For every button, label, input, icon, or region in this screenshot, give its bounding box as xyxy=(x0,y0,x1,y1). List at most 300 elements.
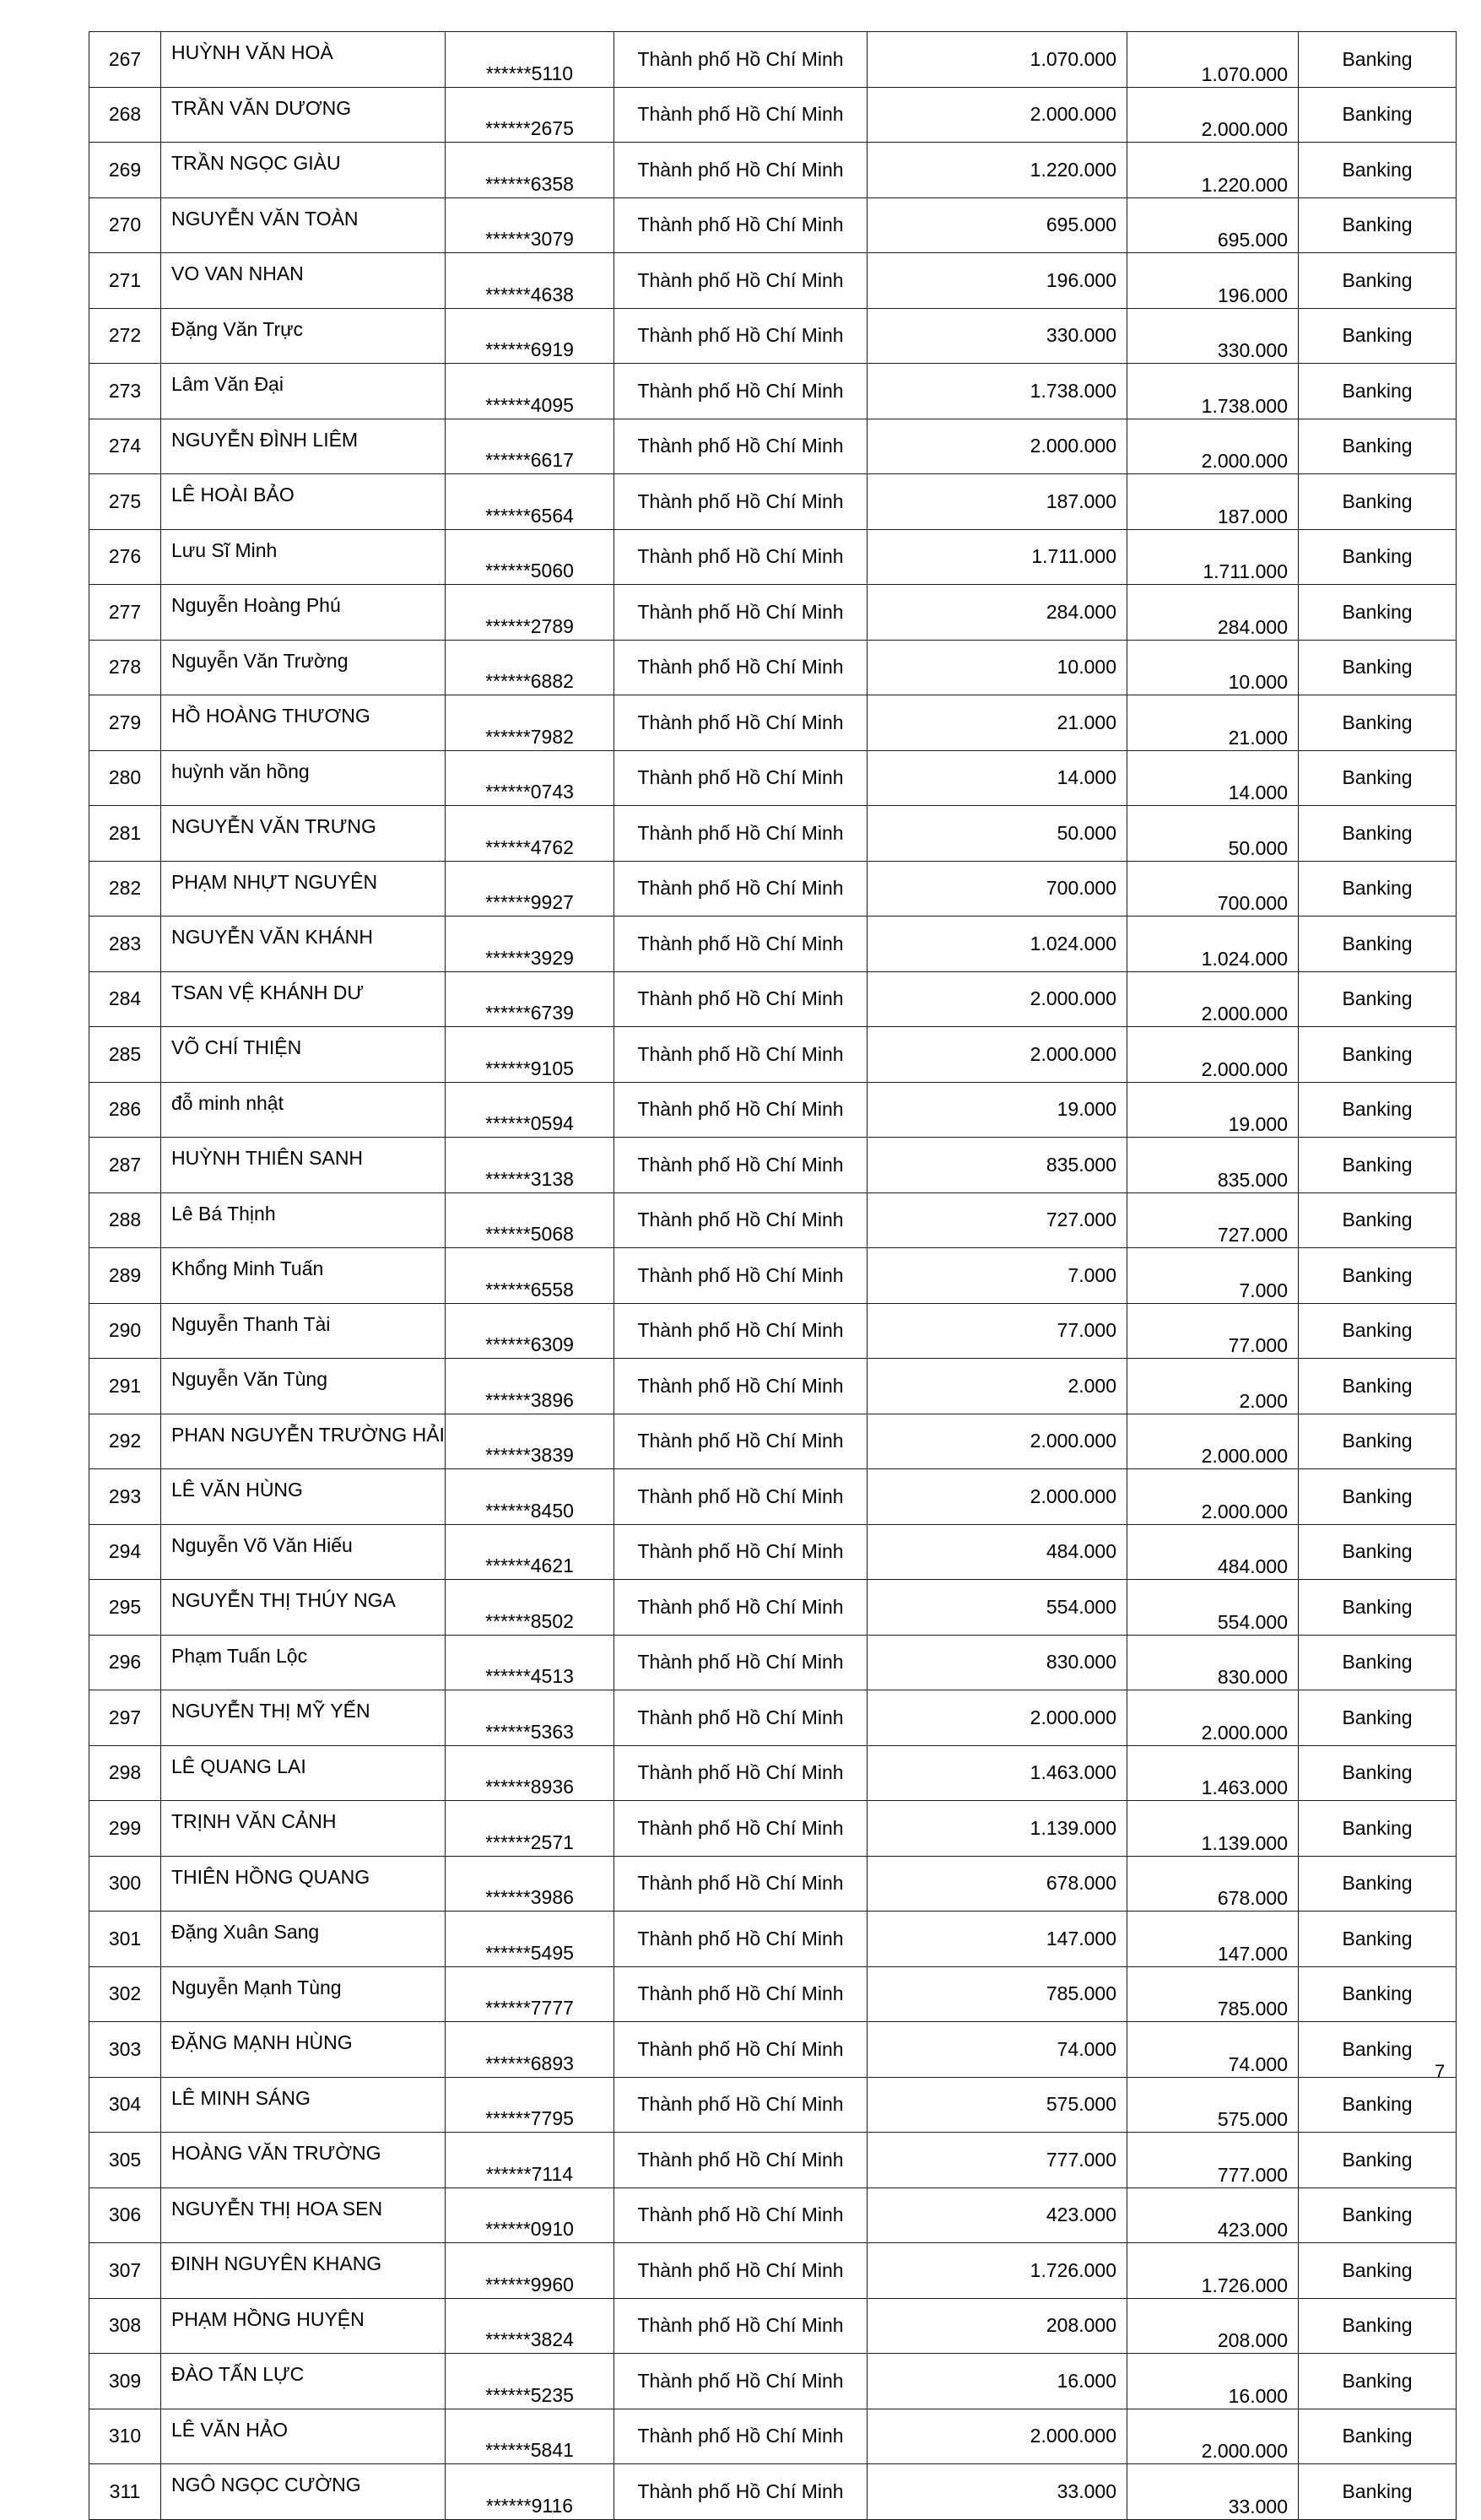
row-number-cell: 269 xyxy=(89,143,161,198)
city-cell: Thành phố Hồ Chí Minh xyxy=(614,2464,868,2520)
account-number-cell: ******4762 xyxy=(446,806,614,862)
city-cell: Thành phố Hồ Chí Minh xyxy=(614,750,868,806)
table-row xyxy=(89,197,1457,253)
donor-name-cell: NGUYỄN THỊ HOA SEN xyxy=(161,2187,446,2243)
city-cell: Thành phố Hồ Chí Minh xyxy=(614,1635,868,1690)
donor-name-cell: Đặng Văn Trực xyxy=(161,308,446,364)
donor-name-cell: Lê Bá Thịnh xyxy=(161,1192,446,1248)
city-cell: Thành phố Hồ Chí Minh xyxy=(614,2409,868,2464)
table-row xyxy=(89,308,1457,364)
city-cell: Thành phố Hồ Chí Minh xyxy=(614,695,868,751)
donor-name-cell: LÊ VĂN HẢO xyxy=(161,2409,446,2464)
table-row xyxy=(89,1580,1457,1636)
account-number-cell: ******3839 xyxy=(446,1414,614,1469)
account-number-cell: ******3079 xyxy=(446,197,614,253)
received-amount-cell: 330.000 xyxy=(1127,308,1299,364)
amount-cell: 2.000.000 xyxy=(868,1469,1127,1525)
payment-method-cell: Banking xyxy=(1299,1635,1457,1690)
payment-method-cell: Banking xyxy=(1299,474,1457,530)
amount-cell: 2.000 xyxy=(868,1359,1127,1414)
amount-cell: 700.000 xyxy=(868,861,1127,917)
amount-cell: 575.000 xyxy=(868,2077,1127,2133)
donor-name-cell: TRỊNH VĂN CẢNH xyxy=(161,1801,446,1857)
row-number-cell: 293 xyxy=(89,1469,161,1525)
donor-name-cell: HUỲNH VĂN HOÀ xyxy=(161,32,446,88)
payment-method-cell: Banking xyxy=(1299,2022,1457,2078)
payment-method-cell: Banking xyxy=(1299,419,1457,474)
amount-cell: 74.000 xyxy=(868,2022,1127,2078)
row-number-cell: 268 xyxy=(89,87,161,143)
received-amount-cell: 1.738.000 xyxy=(1127,364,1299,419)
payment-method-cell: Banking xyxy=(1299,1192,1457,1248)
amount-cell: 484.000 xyxy=(868,1524,1127,1580)
row-number-cell: 306 xyxy=(89,2187,161,2243)
payment-method-cell: Banking xyxy=(1299,1580,1457,1636)
row-number-cell: 291 xyxy=(89,1359,161,1414)
payment-method-cell: Banking xyxy=(1299,1359,1457,1414)
account-number-cell: ******5068 xyxy=(446,1192,614,1248)
account-number-cell: ******9105 xyxy=(446,1027,614,1083)
donor-name-cell: ĐINH NGUYÊN KHANG xyxy=(161,2243,446,2299)
row-number-cell: 280 xyxy=(89,750,161,806)
received-amount-cell: 208.000 xyxy=(1127,2298,1299,2354)
received-amount-cell: 19.000 xyxy=(1127,1082,1299,1138)
donor-name-cell: NGUYỄN THỊ THÚY NGA xyxy=(161,1580,446,1636)
payment-method-cell: Banking xyxy=(1299,1801,1457,1857)
city-cell: Thành phố Hồ Chí Minh xyxy=(614,2077,868,2133)
account-number-cell: ******6739 xyxy=(446,971,614,1027)
payment-method-cell: Banking xyxy=(1299,1138,1457,1193)
account-number-cell: ******8936 xyxy=(446,1745,614,1801)
payment-method-cell: Banking xyxy=(1299,2133,1457,2188)
account-number-cell: ******2789 xyxy=(446,585,614,641)
row-number-cell: 278 xyxy=(89,640,161,695)
city-cell: Thành phố Hồ Chí Minh xyxy=(614,1359,868,1414)
payment-method-cell: Banking xyxy=(1299,1966,1457,2022)
received-amount-cell: 1.024.000 xyxy=(1127,917,1299,972)
account-number-cell: ******5363 xyxy=(446,1690,614,1746)
payment-method-cell: Banking xyxy=(1299,1469,1457,1525)
city-cell: Thành phố Hồ Chí Minh xyxy=(614,1690,868,1746)
account-number-cell: ******5110 xyxy=(446,32,614,88)
received-amount-cell: 2.000.000 xyxy=(1127,1690,1299,1746)
table-row xyxy=(89,1912,1457,1967)
amount-cell: 1.463.000 xyxy=(868,1745,1127,1801)
donor-name-cell: Đặng Xuân Sang xyxy=(161,1912,446,1967)
table-row xyxy=(89,1303,1457,1359)
amount-cell: 835.000 xyxy=(868,1138,1127,1193)
amount-cell: 284.000 xyxy=(868,585,1127,641)
account-number-cell: ******6919 xyxy=(446,308,614,364)
city-cell: Thành phố Hồ Chí Minh xyxy=(614,1469,868,1525)
row-number-cell: 288 xyxy=(89,1192,161,1248)
table-row xyxy=(89,143,1457,198)
payment-method-cell: Banking xyxy=(1299,1912,1457,1967)
table-row xyxy=(89,1524,1457,1580)
received-amount-cell: 700.000 xyxy=(1127,861,1299,917)
received-amount-cell: 1.070.000 xyxy=(1127,32,1299,88)
city-cell: Thành phố Hồ Chí Minh xyxy=(614,1248,868,1304)
row-number-cell: 270 xyxy=(89,197,161,253)
city-cell: Thành phố Hồ Chí Minh xyxy=(614,32,868,88)
account-number-cell: ******6564 xyxy=(446,474,614,530)
city-cell: Thành phố Hồ Chí Minh xyxy=(614,1414,868,1469)
donor-name-cell: TRẦN NGỌC GIÀU xyxy=(161,143,446,198)
payment-method-cell: Banking xyxy=(1299,2464,1457,2520)
account-number-cell: ******7795 xyxy=(446,2077,614,2133)
received-amount-cell: 575.000 xyxy=(1127,2077,1299,2133)
row-number-cell: 299 xyxy=(89,1801,161,1857)
received-amount-cell: 147.000 xyxy=(1127,1912,1299,1967)
payment-method-cell: Banking xyxy=(1299,971,1457,1027)
account-number-cell: ******6358 xyxy=(446,143,614,198)
account-number-cell: ******4095 xyxy=(446,364,614,419)
table-row xyxy=(89,1027,1457,1083)
received-amount-cell: 2.000.000 xyxy=(1127,1414,1299,1469)
account-number-cell: ******6558 xyxy=(446,1248,614,1304)
table-row xyxy=(89,806,1457,862)
donor-name-cell: LÊ MINH SÁNG xyxy=(161,2077,446,2133)
donor-name-cell: PHẠM NHỰT NGUYÊN xyxy=(161,861,446,917)
amount-cell: 2.000.000 xyxy=(868,1690,1127,1746)
payment-method-cell: Banking xyxy=(1299,364,1457,419)
table-row xyxy=(89,1248,1457,1304)
city-cell: Thành phố Hồ Chí Minh xyxy=(614,197,868,253)
row-number-cell: 308 xyxy=(89,2298,161,2354)
row-number-cell: 295 xyxy=(89,1580,161,1636)
row-number-cell: 297 xyxy=(89,1690,161,1746)
table-row xyxy=(89,1192,1457,1248)
table-row xyxy=(89,1856,1457,1912)
donor-name-cell: Lưu Sĩ Minh xyxy=(161,529,446,585)
donor-name-cell: VO VAN NHAN xyxy=(161,253,446,309)
table-row xyxy=(89,585,1457,641)
row-number-cell: 282 xyxy=(89,861,161,917)
account-number-cell: ******7114 xyxy=(446,2133,614,2188)
payment-method-cell: Banking xyxy=(1299,2409,1457,2464)
received-amount-cell: 785.000 xyxy=(1127,1966,1299,2022)
account-number-cell: ******0594 xyxy=(446,1082,614,1138)
received-amount-cell: 678.000 xyxy=(1127,1856,1299,1912)
table-row xyxy=(89,917,1457,972)
donor-name-cell: Nguyễn Văn Tùng xyxy=(161,1359,446,1414)
table-body xyxy=(89,32,1457,2520)
table-row xyxy=(89,1801,1457,1857)
row-number-cell: 274 xyxy=(89,419,161,474)
city-cell: Thành phố Hồ Chí Minh xyxy=(614,2298,868,2354)
donor-name-cell: TSAN VỆ KHÁNH DƯ xyxy=(161,971,446,1027)
row-number-cell: 284 xyxy=(89,971,161,1027)
payment-method-cell: Banking xyxy=(1299,806,1457,862)
payment-method-cell: Banking xyxy=(1299,1524,1457,1580)
city-cell: Thành phố Hồ Chí Minh xyxy=(614,1082,868,1138)
donor-name-cell: Nguyễn Mạnh Tùng xyxy=(161,1966,446,2022)
city-cell: Thành phố Hồ Chí Minh xyxy=(614,2022,868,2078)
table-row xyxy=(89,695,1457,751)
row-number-cell: 298 xyxy=(89,1745,161,1801)
donor-name-cell: PHẠM HỒNG HUYỆN xyxy=(161,2298,446,2354)
amount-cell: 423.000 xyxy=(868,2187,1127,2243)
city-cell: Thành phố Hồ Chí Minh xyxy=(614,585,868,641)
donor-name-cell: ĐÀO TẤN LỰC xyxy=(161,2354,446,2409)
donor-name-cell: NGUYỄN VĂN TOÀN xyxy=(161,197,446,253)
table-row xyxy=(89,1359,1457,1414)
amount-cell: 33.000 xyxy=(868,2464,1127,2520)
amount-cell: 785.000 xyxy=(868,1966,1127,2022)
table-row xyxy=(89,2409,1457,2464)
amount-cell: 777.000 xyxy=(868,2133,1127,2188)
donor-name-cell: HOÀNG VĂN TRƯỜNG xyxy=(161,2133,446,2188)
payment-method-cell: Banking xyxy=(1299,529,1457,585)
table-row xyxy=(89,1745,1457,1801)
amount-cell: 695.000 xyxy=(868,197,1127,253)
received-amount-cell: 777.000 xyxy=(1127,2133,1299,2188)
donor-name-cell: NGUYỄN VĂN TRƯNG xyxy=(161,806,446,862)
table-row xyxy=(89,1082,1457,1138)
city-cell: Thành phố Hồ Chí Minh xyxy=(614,1027,868,1083)
account-number-cell: ******5495 xyxy=(446,1912,614,1967)
row-number-cell: 311 xyxy=(89,2464,161,2520)
payment-method-cell: Banking xyxy=(1299,1690,1457,1746)
amount-cell: 1.726.000 xyxy=(868,2243,1127,2299)
received-amount-cell: 7.000 xyxy=(1127,1248,1299,1304)
donor-name-cell: LÊ VĂN HÙNG xyxy=(161,1469,446,1525)
payment-method-cell: Banking xyxy=(1299,143,1457,198)
city-cell: Thành phố Hồ Chí Minh xyxy=(614,861,868,917)
payment-method-cell: Banking xyxy=(1299,32,1457,88)
table-row xyxy=(89,419,1457,474)
city-cell: Thành phố Hồ Chí Minh xyxy=(614,2354,868,2409)
city-cell: Thành phố Hồ Chí Minh xyxy=(614,2243,868,2299)
amount-cell: 678.000 xyxy=(868,1856,1127,1912)
amount-cell: 1.738.000 xyxy=(868,364,1127,419)
received-amount-cell: 1.711.000 xyxy=(1127,529,1299,585)
row-number-cell: 271 xyxy=(89,253,161,309)
amount-cell: 2.000.000 xyxy=(868,971,1127,1027)
account-number-cell: ******5235 xyxy=(446,2354,614,2409)
row-number-cell: 305 xyxy=(89,2133,161,2188)
amount-cell: 16.000 xyxy=(868,2354,1127,2409)
payment-method-cell: Banking xyxy=(1299,585,1457,641)
city-cell: Thành phố Hồ Chí Minh xyxy=(614,419,868,474)
city-cell: Thành phố Hồ Chí Minh xyxy=(614,364,868,419)
table-row xyxy=(89,1469,1457,1525)
received-amount-cell: 187.000 xyxy=(1127,474,1299,530)
payment-method-cell: Banking xyxy=(1299,1303,1457,1359)
table-row xyxy=(89,87,1457,143)
received-amount-cell: 484.000 xyxy=(1127,1524,1299,1580)
row-number-cell: 289 xyxy=(89,1248,161,1304)
received-amount-cell: 14.000 xyxy=(1127,750,1299,806)
table-row xyxy=(89,1414,1457,1469)
amount-cell: 2.000.000 xyxy=(868,419,1127,474)
amount-cell: 196.000 xyxy=(868,253,1127,309)
donor-name-cell: VÕ CHÍ THIỆN xyxy=(161,1027,446,1083)
amount-cell: 208.000 xyxy=(868,2298,1127,2354)
payment-method-cell: Banking xyxy=(1299,1082,1457,1138)
row-number-cell: 304 xyxy=(89,2077,161,2133)
row-number-cell: 273 xyxy=(89,364,161,419)
table-row xyxy=(89,1690,1457,1746)
city-cell: Thành phố Hồ Chí Minh xyxy=(614,308,868,364)
payment-method-cell: Banking xyxy=(1299,1248,1457,1304)
account-number-cell: ******9960 xyxy=(446,2243,614,2299)
payment-method-cell: Banking xyxy=(1299,2187,1457,2243)
page-number: 7 xyxy=(1435,2061,1446,2082)
received-amount-cell: 196.000 xyxy=(1127,253,1299,309)
table-row xyxy=(89,1138,1457,1193)
payment-method-cell: Banking xyxy=(1299,640,1457,695)
amount-cell: 2.000.000 xyxy=(868,87,1127,143)
donor-name-cell: LÊ HOÀI BẢO xyxy=(161,474,446,530)
payment-method-cell: Banking xyxy=(1299,861,1457,917)
payment-method-cell: Banking xyxy=(1299,2298,1457,2354)
row-number-cell: 276 xyxy=(89,529,161,585)
amount-cell: 1.139.000 xyxy=(868,1801,1127,1857)
donor-name-cell: TRẦN VĂN DƯƠNG xyxy=(161,87,446,143)
payment-method-cell: Banking xyxy=(1299,695,1457,751)
account-number-cell: ******7982 xyxy=(446,695,614,751)
account-number-cell: ******5060 xyxy=(446,529,614,585)
account-number-cell: ******3986 xyxy=(446,1856,614,1912)
donor-name-cell: Phạm Tuấn Lộc xyxy=(161,1635,446,1690)
amount-cell: 830.000 xyxy=(868,1635,1127,1690)
table-row xyxy=(89,1635,1457,1690)
received-amount-cell: 1.463.000 xyxy=(1127,1745,1299,1801)
row-number-cell: 294 xyxy=(89,1524,161,1580)
payment-method-cell: Banking xyxy=(1299,1414,1457,1469)
account-number-cell: ******8502 xyxy=(446,1580,614,1636)
donor-name-cell: Nguyễn Võ Văn Hiếu xyxy=(161,1524,446,1580)
account-number-cell: ******9927 xyxy=(446,861,614,917)
received-amount-cell: 16.000 xyxy=(1127,2354,1299,2409)
received-amount-cell: 1.220.000 xyxy=(1127,143,1299,198)
account-number-cell: ******9116 xyxy=(446,2464,614,2520)
amount-cell: 147.000 xyxy=(868,1912,1127,1967)
received-amount-cell: 1.726.000 xyxy=(1127,2243,1299,2299)
table-row xyxy=(89,253,1457,309)
row-number-cell: 287 xyxy=(89,1138,161,1193)
received-amount-cell: 33.000 xyxy=(1127,2464,1299,2520)
city-cell: Thành phố Hồ Chí Minh xyxy=(614,971,868,1027)
donor-name-cell: Nguyễn Thanh Tài xyxy=(161,1303,446,1359)
received-amount-cell: 2.000.000 xyxy=(1127,2409,1299,2464)
city-cell: Thành phố Hồ Chí Minh xyxy=(614,1912,868,1967)
row-number-cell: 272 xyxy=(89,308,161,364)
received-amount-cell: 554.000 xyxy=(1127,1580,1299,1636)
table-row xyxy=(89,2464,1457,2520)
payment-method-cell: Banking xyxy=(1299,917,1457,972)
received-amount-cell: 74.000 xyxy=(1127,2022,1299,2078)
received-amount-cell: 835.000 xyxy=(1127,1138,1299,1193)
received-amount-cell: 2.000 xyxy=(1127,1359,1299,1414)
row-number-cell: 277 xyxy=(89,585,161,641)
city-cell: Thành phố Hồ Chí Minh xyxy=(614,529,868,585)
amount-cell: 10.000 xyxy=(868,640,1127,695)
row-number-cell: 283 xyxy=(89,917,161,972)
donor-name-cell: Khổng Minh Tuấn xyxy=(161,1248,446,1304)
amount-cell: 7.000 xyxy=(868,1248,1127,1304)
city-cell: Thành phố Hồ Chí Minh xyxy=(614,1856,868,1912)
received-amount-cell: 727.000 xyxy=(1127,1192,1299,1248)
table-row xyxy=(89,32,1457,88)
payment-method-cell: Banking xyxy=(1299,2077,1457,2133)
table-row xyxy=(89,750,1457,806)
city-cell: Thành phố Hồ Chí Minh xyxy=(614,1801,868,1857)
city-cell: Thành phố Hồ Chí Minh xyxy=(614,917,868,972)
account-number-cell: ******6617 xyxy=(446,419,614,474)
amount-cell: 2.000.000 xyxy=(868,1027,1127,1083)
city-cell: Thành phố Hồ Chí Minh xyxy=(614,1303,868,1359)
city-cell: Thành phố Hồ Chí Minh xyxy=(614,474,868,530)
amount-cell: 14.000 xyxy=(868,750,1127,806)
payment-method-cell: Banking xyxy=(1299,2354,1457,2409)
received-amount-cell: 21.000 xyxy=(1127,695,1299,751)
table-row xyxy=(89,529,1457,585)
payment-method-cell: Banking xyxy=(1299,308,1457,364)
received-amount-cell: 2.000.000 xyxy=(1127,1027,1299,1083)
received-amount-cell: 2.000.000 xyxy=(1127,419,1299,474)
account-number-cell: ******7777 xyxy=(446,1966,614,2022)
table-row xyxy=(89,2022,1457,2078)
row-number-cell: 300 xyxy=(89,1856,161,1912)
row-number-cell: 302 xyxy=(89,1966,161,2022)
amount-cell: 187.000 xyxy=(868,474,1127,530)
amount-cell: 2.000.000 xyxy=(868,1414,1127,1469)
received-amount-cell: 695.000 xyxy=(1127,197,1299,253)
account-number-cell: ******3896 xyxy=(446,1359,614,1414)
donor-name-cell: đỗ minh nhật xyxy=(161,1082,446,1138)
payment-method-cell: Banking xyxy=(1299,750,1457,806)
received-amount-cell: 830.000 xyxy=(1127,1635,1299,1690)
city-cell: Thành phố Hồ Chí Minh xyxy=(614,2133,868,2188)
donor-name-cell: NGÔ NGỌC CƯỜNG xyxy=(161,2464,446,2520)
amount-cell: 1.220.000 xyxy=(868,143,1127,198)
row-number-cell: 296 xyxy=(89,1635,161,1690)
donor-name-cell: ĐẶNG MẠNH HÙNG xyxy=(161,2022,446,2078)
city-cell: Thành phố Hồ Chí Minh xyxy=(614,1580,868,1636)
amount-cell: 727.000 xyxy=(868,1192,1127,1248)
payment-method-cell: Banking xyxy=(1299,1856,1457,1912)
row-number-cell: 307 xyxy=(89,2243,161,2299)
table-row xyxy=(89,2133,1457,2188)
amount-cell: 1.711.000 xyxy=(868,529,1127,585)
account-number-cell: ******6893 xyxy=(446,2022,614,2078)
received-amount-cell: 284.000 xyxy=(1127,585,1299,641)
city-cell: Thành phố Hồ Chí Minh xyxy=(614,1524,868,1580)
row-number-cell: 292 xyxy=(89,1414,161,1469)
amount-cell: 50.000 xyxy=(868,806,1127,862)
payment-method-cell: Banking xyxy=(1299,87,1457,143)
donor-name-cell: NGUYỄN THỊ MỸ YẾN xyxy=(161,1690,446,1746)
account-number-cell: ******4621 xyxy=(446,1524,614,1580)
account-number-cell: ******8450 xyxy=(446,1469,614,1525)
payment-method-cell: Banking xyxy=(1299,2243,1457,2299)
donor-name-cell: PHAN NGUYỄN TRƯỜNG HẢI xyxy=(161,1414,446,1469)
account-number-cell: ******3824 xyxy=(446,2298,614,2354)
amount-cell: 77.000 xyxy=(868,1303,1127,1359)
row-number-cell: 281 xyxy=(89,806,161,862)
account-number-cell: ******2571 xyxy=(446,1801,614,1857)
donor-name-cell: Nguyễn Văn Trường xyxy=(161,640,446,695)
donor-name-cell: NGUYỄN VĂN KHÁNH xyxy=(161,917,446,972)
city-cell: Thành phố Hồ Chí Minh xyxy=(614,87,868,143)
city-cell: Thành phố Hồ Chí Minh xyxy=(614,2187,868,2243)
amount-cell: 1.070.000 xyxy=(868,32,1127,88)
table-row xyxy=(89,2354,1457,2409)
row-number-cell: 301 xyxy=(89,1912,161,1967)
account-number-cell: ******0743 xyxy=(446,750,614,806)
